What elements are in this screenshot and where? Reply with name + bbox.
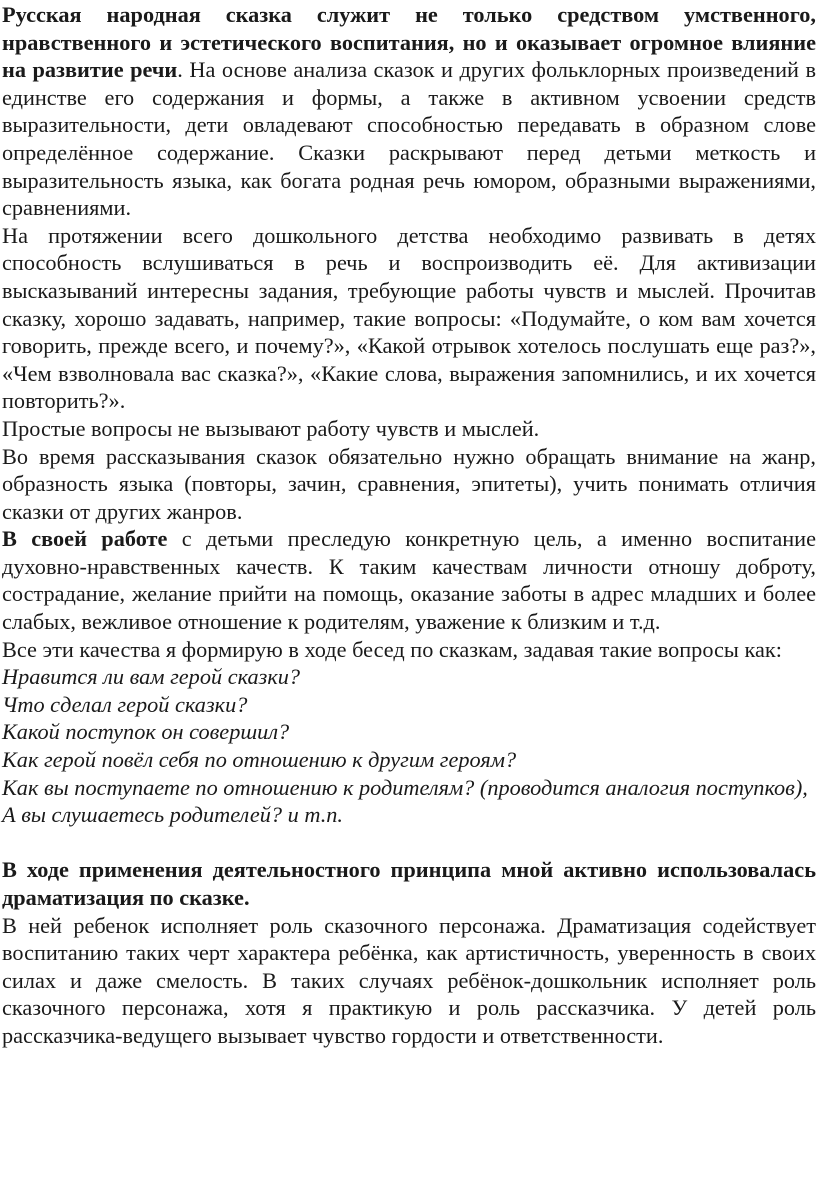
intro-bold-text: Русская народная сказка служит не только средством умственного, нравственного и эстетического воспитания, но и оказывает огромное влияние на развитие речи	[2, 2, 816, 83]
paragraph-listening: На протяжении всего дошкольного детства необходимо развивать в детях способность вслушиваться в речь и воспроизводить её. Для активизации высказываний интересны задания, требующие работы чувств и мыслей. Прочитав сказку, хорошо задавать, например, такие вопросы: «Подумайте, о ком вам хочется говорить, прежде всего, и почему?», «Какой отрывок хотелось послушать еще раз?», «Чем взволновала вас сказка?», «Какие слова, выражения запомнились, и их хочется повторить?».	[2, 222, 816, 414]
paragraph-simple-questions: Простые вопросы не вызывают работу чувств и мыслей.	[2, 415, 540, 441]
question-item: Как герой повёл себя по отношению к другим героям?	[2, 747, 517, 773]
paragraph-work-goal	[2, 525, 816, 635]
question-item: А вы слушаетесь родителей? и т.п.	[2, 802, 343, 828]
question-item: Как вы поступаете по отношению к родителям? (проводится аналогия поступков),	[2, 774, 808, 800]
work-goal-text: с детьми преследую конкретную цель, а именно воспитание духовно-нравственных качеств. К таким качествам личности отношу доброту, сострадание, желание прийти на помощь, оказание заботы в адрес младших и более слабых, вежливое отношение к родителям, уважение к близким и т.д.	[2, 526, 816, 635]
blank-line	[2, 829, 816, 857]
paragraph-dramatization-heading	[2, 856, 816, 911]
work-goal-bold-text: В своей работе	[2, 526, 168, 552]
paragraph-dramatization: В ней ребенок исполняет роль сказочного персонажа. Драматизация содействует воспитанию таких черт характера ребёнка, как артистичность, уверенность в своих силах и даже смелость. В таких случаях ребёнок-дошкольник исполняет роль сказочного персонажа, хотя я практикую и роль рассказчика. У детей роль рассказчика-ведущего вызывает чувство гордости и ответственности.	[2, 912, 816, 1048]
paragraph-genre: Во время рассказывания сказок обязательно нужно обращать внимание на жанр, образность языка (повторы, зачин, сравнения, эпитеты), учить понимать отличия сказки от других жанров.	[2, 443, 816, 524]
question-item: Какой поступок он совершил?	[2, 719, 290, 745]
intro-text: . На основе анализа сказок и других фольклорных произведений в единстве его содержания и формы, а также в активном усвоении средств выразительности, дети овладевают способностью передавать в образном слове определённое содержание. Сказки раскрывают перед детьми меткость и выразительность языка, как богата родная речь юмором, образными выражениями, сравнениями.	[2, 57, 816, 221]
question-item: Что сделал герой сказки?	[2, 691, 248, 717]
paragraph-questions-intro: Все эти качества я формирую в ходе бесед по сказкам, задавая такие вопросы как:	[2, 636, 782, 662]
paragraph-intro	[2, 1, 816, 222]
dramatization-bold-text: В ходе применения деятельностного принципа мной активно использовалась драматизация по сказке.	[2, 857, 816, 910]
question-item: Нравится ли вам герой сказки?	[2, 664, 301, 690]
